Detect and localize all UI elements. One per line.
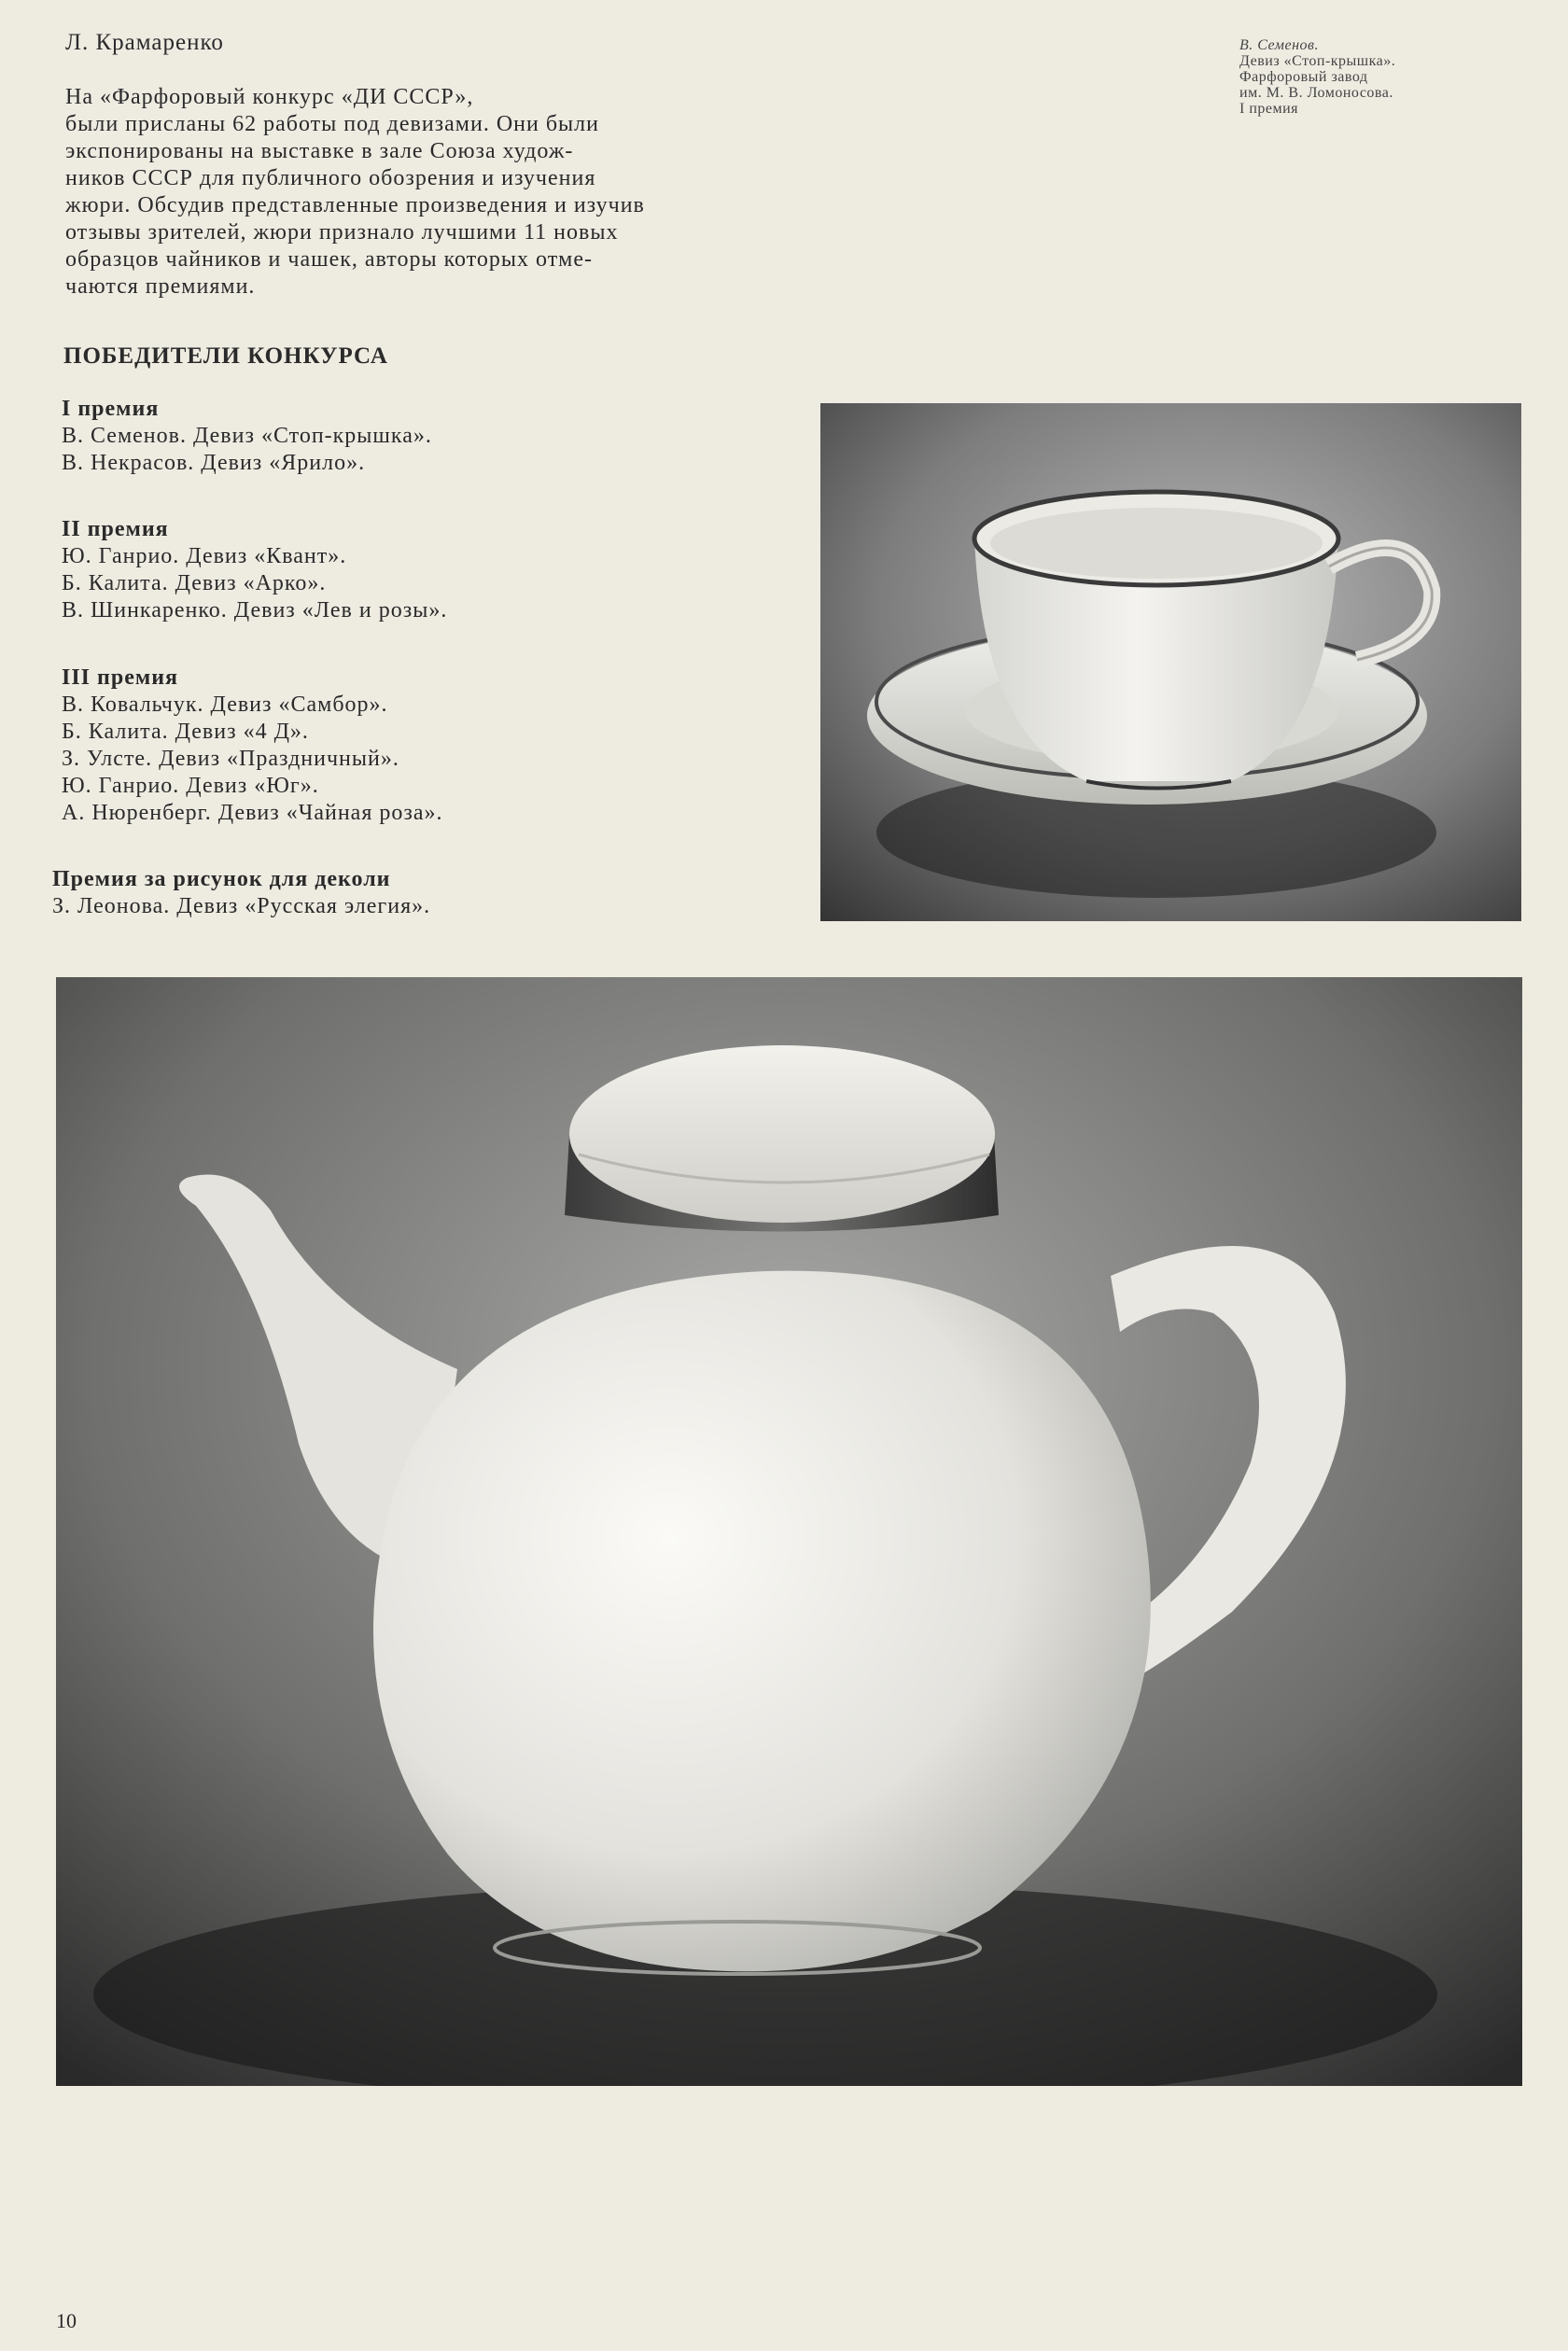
winners-heading: ПОБЕДИТЕЛИ КОНКУРСА [63, 343, 388, 369]
prize-entry: З. Улсте. Девиз «Праздничный». [62, 747, 399, 771]
prize-group-first [62, 396, 432, 477]
prize-entry: Ю. Ганрио. Девиз «Квант». [62, 544, 347, 568]
prize-title: II премия [62, 517, 169, 541]
cup-saucer-image [820, 403, 1521, 921]
intro-line: ников СССР для публичного обозрения и изучения [65, 166, 596, 190]
intro-line: жюри. Обсудив представленные произведения и изучив [65, 193, 645, 217]
caption-line: Девиз «Стоп-крышка». [1239, 53, 1396, 69]
prize-title: Премия за рисунок для деколи [52, 867, 391, 891]
prize-title: I премия [62, 397, 160, 421]
intro-line: были присланы 62 работы под девизами. Они были [65, 112, 599, 136]
page-number: 10 [56, 2309, 77, 2332]
prize-entry: Б. Калита. Девиз «4 Д». [62, 720, 309, 744]
caption-line: I премия [1239, 101, 1299, 117]
prize-entry: Б. Калита. Девиз «Арко». [62, 571, 327, 595]
prize-entry: В. Семенов. Девиз «Стоп-крышка». [62, 424, 432, 448]
teapot-image [56, 977, 1522, 2086]
prize-title: III премия [62, 665, 179, 690]
intro-line: экспонированы на выставке в зале Союза худож- [65, 139, 574, 163]
cup-saucer-photo [820, 403, 1521, 921]
caption-line: Фарфоровый завод [1239, 69, 1368, 85]
intro-line: чаются премиями. [65, 274, 256, 299]
prize-group-second [62, 516, 447, 624]
teapot-photo [56, 977, 1522, 2086]
photo-caption [1239, 37, 1519, 117]
prize-entry: А. Нюренберг. Девиз «Чайная роза». [62, 801, 443, 825]
intro-line: образцов чайников и чашек, авторы которых отме- [65, 247, 594, 272]
intro-line: отзывы зрителей, жюри признало лучшими 11 новых [65, 220, 619, 245]
prize-entry: З. Леонова. Девиз «Русская элегия». [52, 894, 431, 918]
intro-line: На «Фарфоровый конкурс «ДИ СССР», [65, 85, 474, 109]
intro-paragraph [65, 84, 803, 301]
article-author: Л. Крамаренко [65, 30, 224, 55]
caption-line: им. М. В. Ломоносова. [1239, 85, 1393, 101]
prize-entry: В. Некрасов. Девиз «Ярило». [62, 451, 366, 475]
prize-entry: В. Шинкаренко. Девиз «Лев и розы». [62, 598, 448, 623]
caption-author: В. Семенов. [1239, 37, 1319, 53]
prize-entry: Ю. Ганрио. Девиз «Юг». [62, 774, 319, 798]
prize-group-third [62, 665, 443, 827]
prize-entry: В. Ковальчук. Девиз «Самбор». [62, 693, 388, 717]
prize-group-decal [52, 866, 430, 920]
